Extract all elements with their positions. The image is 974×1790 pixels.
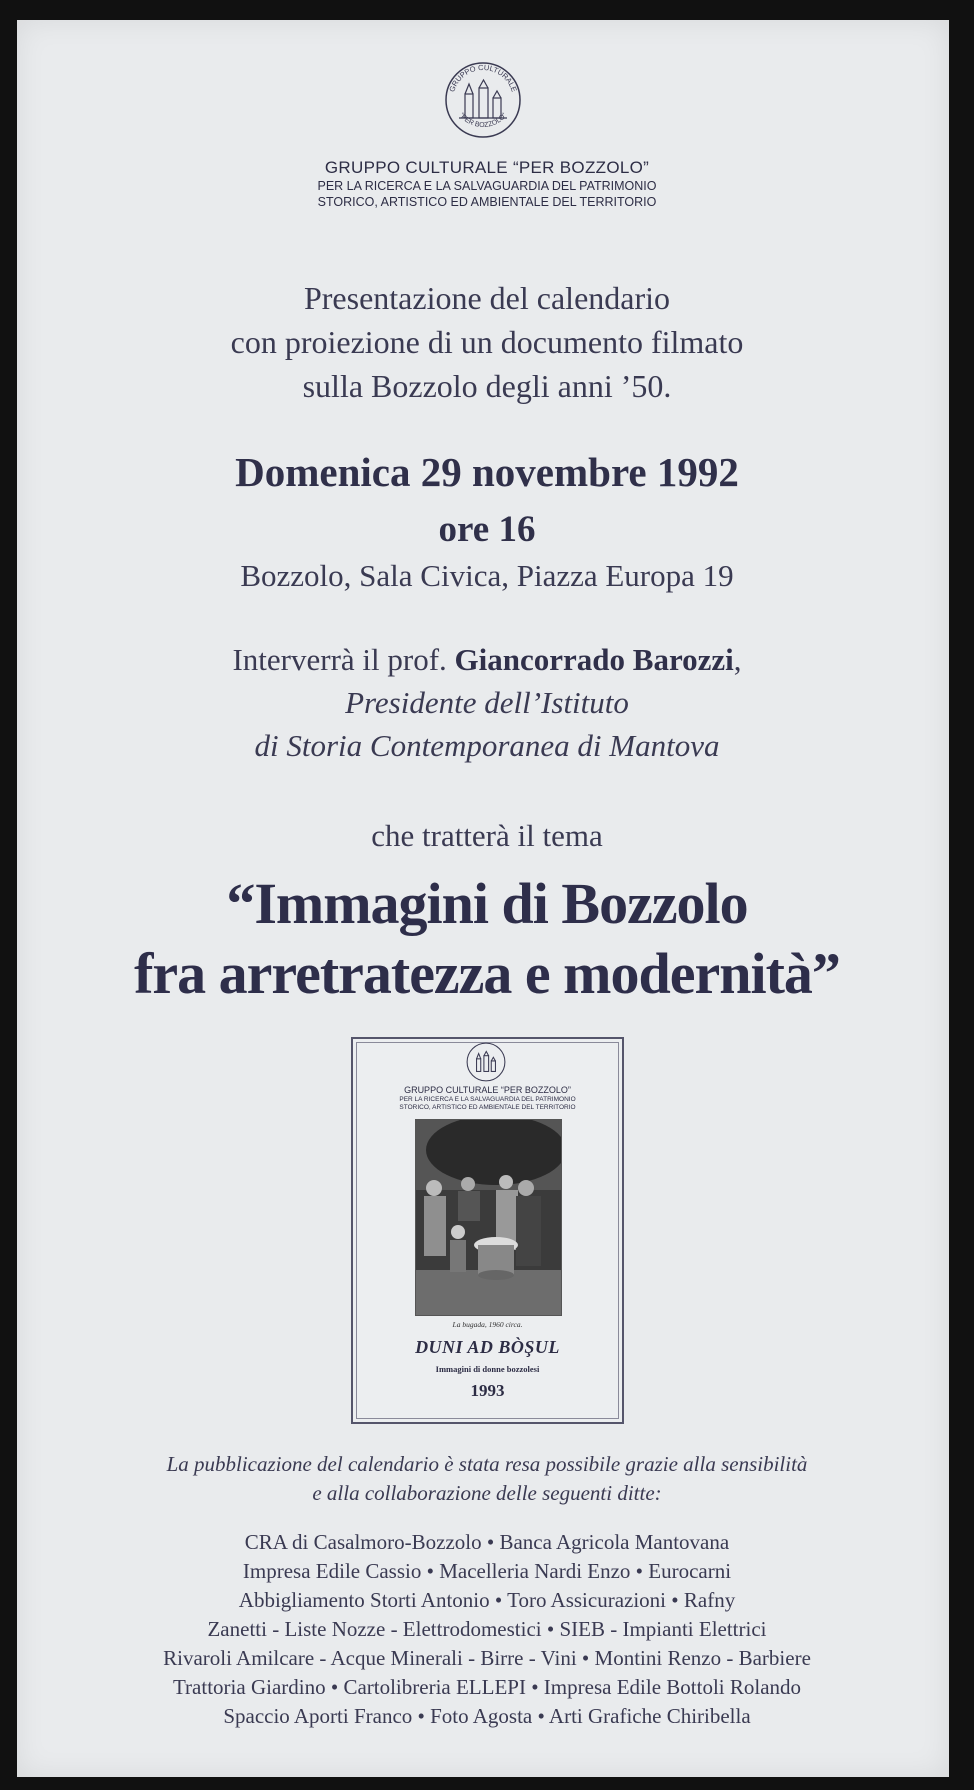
calendar-cover (351, 1037, 624, 1424)
speaker-line (0, 642, 974, 678)
speaker-role-2: di Storia Contemporanea di Mantova (254, 728, 720, 763)
speaker-prefix: Interverrà il prof. (232, 642, 455, 677)
intro-line-3: sulla Bozzolo degli anni ’50. (302, 368, 672, 404)
theme-intro: che tratterà il tema (371, 818, 603, 853)
calendar-org-sub-2: STORICO, ARTISTICO ED AMBIENTALE DEL TERRITORIO (399, 1104, 576, 1111)
org-subtitle-1: PER LA RICERCA E LA SALVAGUARDIA DEL PATRIMONIO (317, 179, 657, 193)
speaker-suffix: , (733, 642, 742, 677)
calendar-subtitle: Immagini di donne bozzolesi (435, 1364, 540, 1374)
theme-title-2: fra arretratezza e modernità” (134, 941, 840, 1006)
sponsor-line: Trattoria Giardino • Cartolibreria ELLEPI • Impresa Edile Bottoli Rolando (172, 1675, 802, 1699)
thanks-line-1: La pubblicazione del calendario è stata resa possibile grazie alla sensibilità (166, 1452, 808, 1476)
intro-line-2: con proiezione di un documento filmato (230, 324, 744, 360)
sponsor-line: Zanetti - Liste Nozze - Elettrodomestici • SIEB - Impianti Elettrici (207, 1617, 767, 1641)
intro-text (0, 276, 974, 408)
event-place: Bozzolo, Sala Civica, Piazza Europa 19 (240, 558, 734, 593)
speaker-name: Giancorrado Barozzi (454, 642, 734, 677)
sponsor-line: Rivaroli Amilcare - Acque Minerali - Birre - Vini • Montini Renzo - Barbiere (163, 1646, 811, 1670)
group-logo (443, 60, 523, 140)
laundry-photo (415, 1119, 562, 1316)
logo-ring-top: GRUPPO CULTURALE (447, 62, 519, 94)
thanks-line-2: e alla collaborazione delle seguenti ditte: (312, 1481, 662, 1505)
event-date: Domenica 29 novembre 1992 (235, 449, 739, 495)
org-subtitle-2: STORICO, ARTISTICO ED AMBIENTALE DEL TERRITORIO (317, 195, 657, 209)
calendar-caption: La bugada, 1960 circa. (452, 1320, 523, 1329)
calendar-org-sub-1: PER LA RICERCA E LA SALVAGUARDIA DEL PATRIMONIO (399, 1096, 576, 1103)
sponsor-line: Abbigliamento Storti Antonio • Toro Assicurazioni • Rafny (238, 1588, 736, 1612)
speaker-role-1: Presidente dell’Istituto (345, 685, 629, 720)
calendar-title: DUNI AD BÒŞUL (415, 1337, 560, 1357)
org-name: GRUPPO CULTURALE “PER BOZZOLO” (324, 158, 650, 177)
sponsor-list (0, 1528, 974, 1731)
event-time: ore 16 (438, 509, 536, 550)
calendar-logo-icon (465, 1041, 507, 1083)
sponsor-line: CRA di Casalmoro-Bozzolo • Banca Agricola Mantovana (244, 1530, 730, 1554)
towers-icon (459, 80, 507, 118)
sponsor-line: Spaccio Aporti Franco • Foto Agosta • Arti Grafiche Chiribella (223, 1704, 751, 1728)
theme-title-1: “Immagini di Bozzolo (226, 871, 748, 936)
calendar-year: 1993 (470, 1381, 505, 1400)
sponsor-line: Impresa Edile Cassio • Macelleria Nardi Enzo • Eurocarni (242, 1559, 732, 1583)
logo-ring-bottom: "PER BOZZOLO" (457, 112, 509, 130)
calendar-org-name: GRUPPO CULTURALE “PER BOZZOLO” (404, 1085, 571, 1095)
intro-line-1: Presentazione del calendario (303, 280, 671, 316)
